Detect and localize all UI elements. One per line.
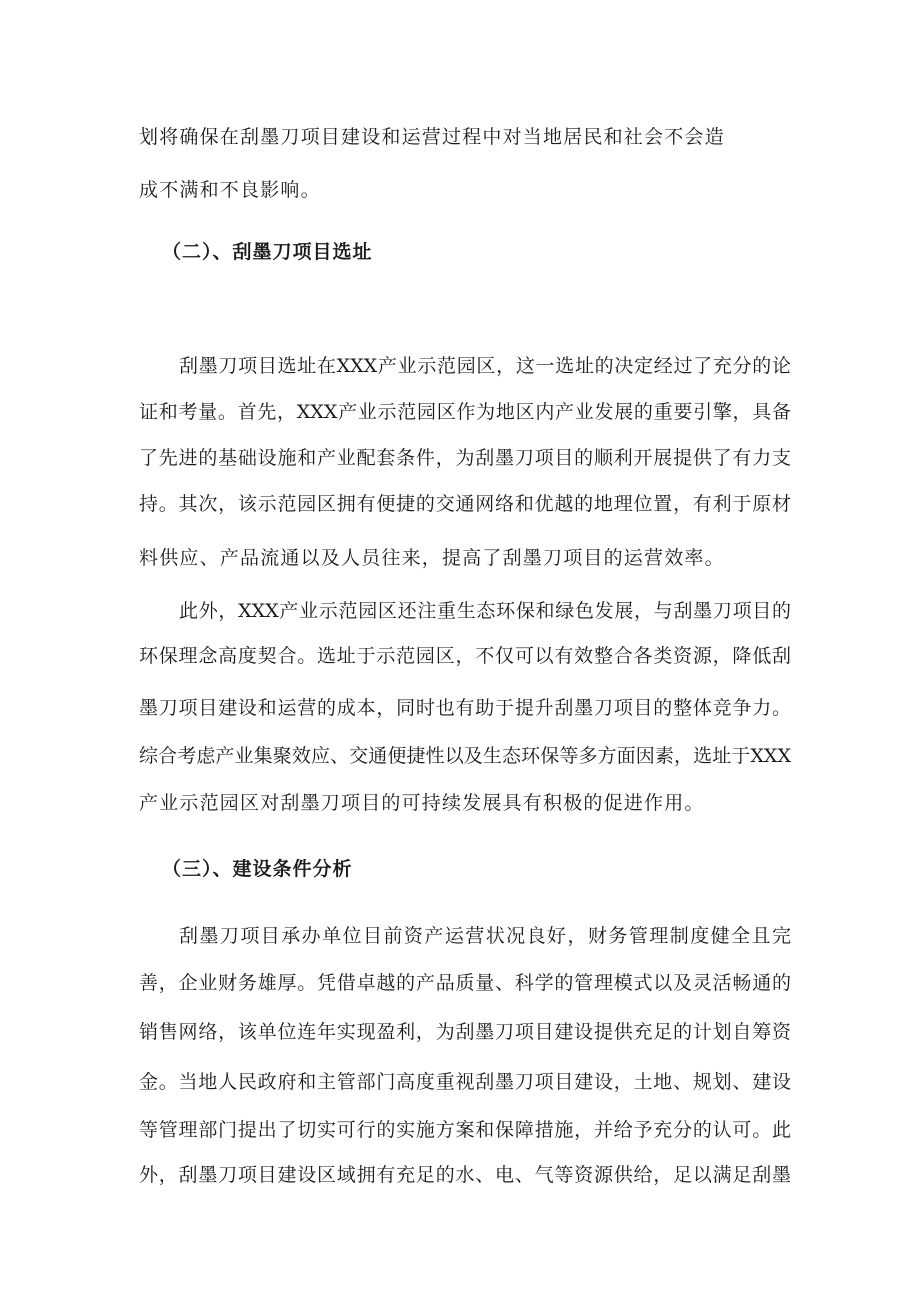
section-2-heading: （二）、刮墨刀项目选址 (162, 241, 373, 263)
s2-p2-line-1: 此外，XXX产业示范园区还注重生态环保和绿色发展，与刮墨刀项目的 (179, 600, 791, 622)
s2-p1-line-3: 了先进的基础设施和产业配套条件，为刮墨刀项目的顺利开展提供了有力支 (139, 447, 791, 469)
s2-p2-line-3: 墨刀项目建设和运营的成本，同时也有助于提升刮墨刀项目的整体竞争力。 (139, 697, 791, 719)
s2-p2-line-5: 产业示范园区对刮墨刀项目的可持续发展具有积极的促进作用。 (139, 792, 705, 814)
s2-p1-line-4: 持。其次，该示范园区拥有便捷的交通网络和优越的地理位置，有利于原材 (139, 493, 791, 515)
s3-p1-line-1: 刮墨刀项目承办单位目前资产运营状况良好，财务管理制度健全且完 (179, 925, 791, 947)
section-3-heading: （三）、建设条件分析 (162, 858, 353, 880)
s2-p1-line-1: 刮墨刀项目选址在XXX产业示范园区，这一选址的决定经过了充分的论 (179, 355, 791, 377)
s2-p1-line-2: 证和考量。首先，XXX产业示范园区作为地区内产业发展的重要引擎，具备 (139, 401, 791, 423)
s3-p1-line-6: 外，刮墨刀项目建设区域拥有充足的水、电、气等资源供给，足以满足刮墨 (139, 1164, 791, 1186)
s2-p2-line-2: 环保理念高度契合。选址于示范园区，不仅可以有效整合各类资源，降低刮 (139, 645, 791, 667)
s3-p1-line-5: 等管理部门提出了切实可行的实施方案和保障措施，并给予充分的认可。此 (139, 1119, 791, 1141)
s3-p1-line-4: 金。当地人民政府和主管部门高度重视刮墨刀项目建设，土地、规划、建设 (139, 1071, 791, 1093)
intro-line-2: 成不满和不良影响。 (139, 179, 321, 201)
s3-p1-line-2: 善，企业财务雄厚。凭借卓越的产品质量、科学的管理模式以及灵活畅通的 (139, 972, 791, 994)
s2-p2-line-4: 综合考虑产业集聚效应、交通便捷性以及生态环保等多方面因素，选址于XXX (139, 745, 791, 767)
s2-p1-line-5: 料供应、产品流通以及人员往来，提高了刮墨刀项目的运营效率。 (139, 547, 725, 569)
intro-line-1: 划将确保在刮墨刀项目建设和运营过程中对当地居民和社会不会造 (139, 126, 725, 148)
s3-p1-line-3: 销售网络，该单位连年实现盈利，为刮墨刀项目建设提供充足的计划自筹资 (139, 1021, 791, 1043)
